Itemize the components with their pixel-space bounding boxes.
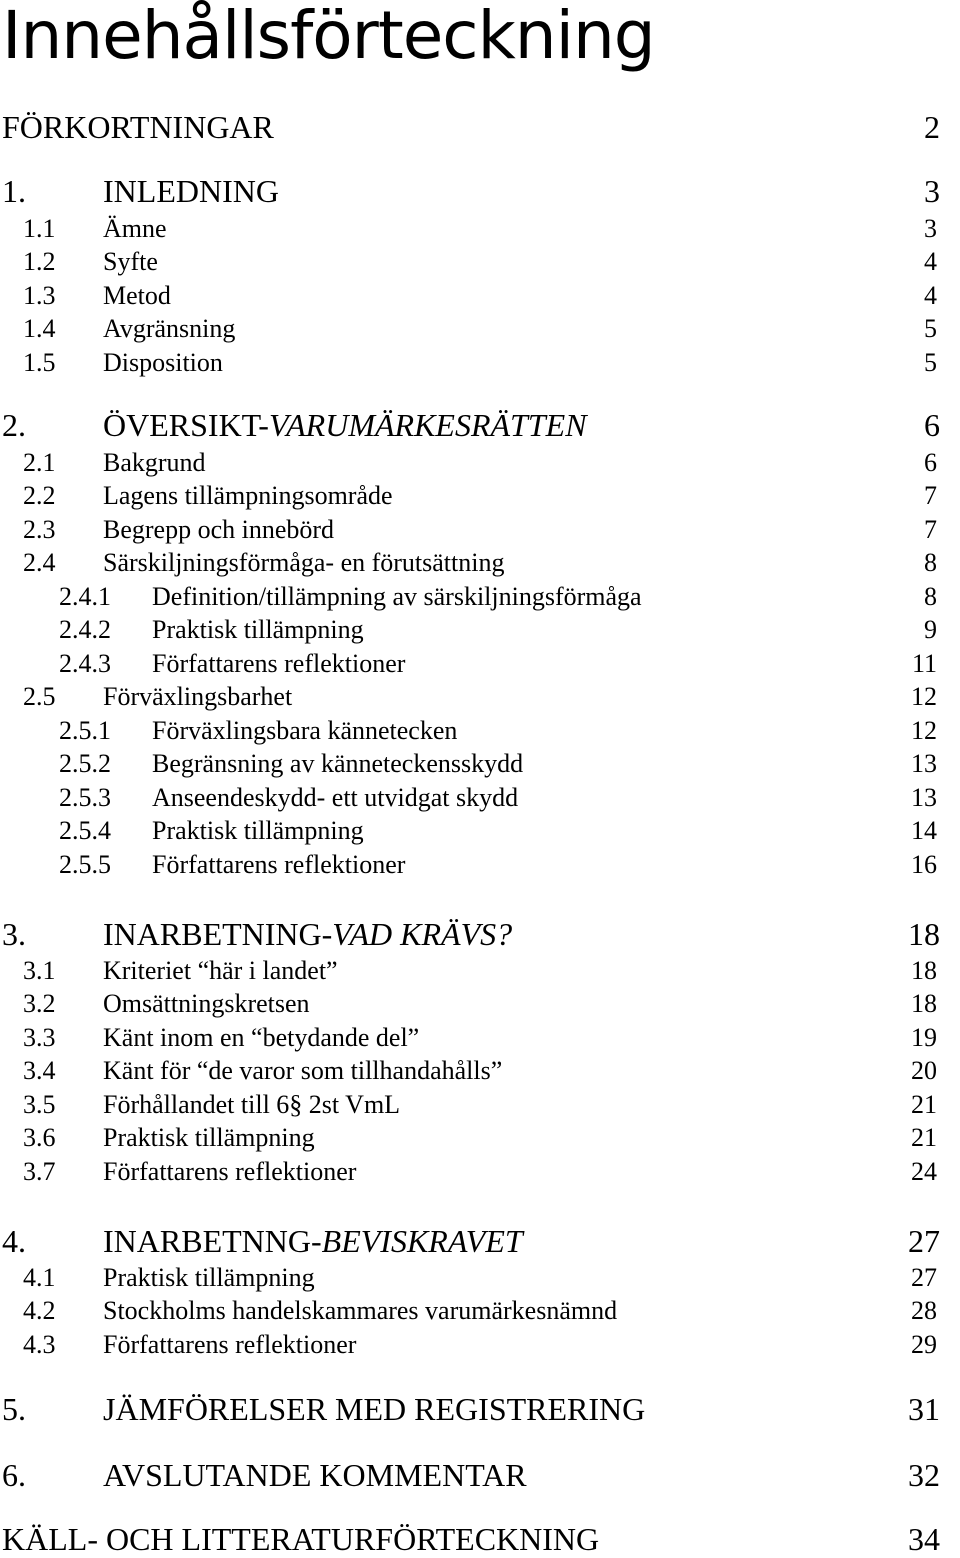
toc-page-number: 6 <box>924 448 937 477</box>
toc-page-number: 18 <box>911 989 937 1018</box>
toc-subsection-2-5-3[interactable] <box>0 781 960 813</box>
toc-section-2-1[interactable] <box>0 446 960 478</box>
toc-section-2-2[interactable] <box>0 479 960 511</box>
toc-chapter-title-part-b: BEVISKRAVET <box>321 1223 523 1259</box>
toc-section-title: Känt inom en “betydande del” <box>103 1023 420 1052</box>
toc-page-number: 4 <box>924 247 937 276</box>
toc-entry-sources[interactable] <box>0 1518 960 1558</box>
toc-section-title: Författarens reflektioner <box>103 1330 357 1359</box>
toc-section-number: 3.4 <box>23 1056 56 1085</box>
toc-section-number: 2.4.1 <box>59 582 111 611</box>
toc-section-title: Författarens reflektioner <box>103 1157 357 1186</box>
toc-section-1-2[interactable] <box>0 245 960 277</box>
toc-section-title: Förväxlingsbara kännetecken <box>152 716 458 745</box>
toc-section-4-1[interactable] <box>0 1261 960 1293</box>
toc-section-title: Särskiljningsförmåga- en förutsättning <box>103 548 505 577</box>
toc-section-3-3[interactable] <box>0 1021 960 1053</box>
toc-page-number: 19 <box>911 1023 937 1052</box>
toc-subsection-2-4-1[interactable] <box>0 580 960 612</box>
toc-section-number: 2.5.4 <box>59 816 111 845</box>
toc-chapter-2[interactable] <box>0 404 960 444</box>
toc-page-number: 31 <box>908 1391 940 1427</box>
toc-section-number: 2.4 <box>23 548 56 577</box>
toc-section-number: 2.3 <box>23 515 56 544</box>
toc-chapter-title <box>103 916 512 953</box>
toc-page-number: 2 <box>924 109 940 145</box>
toc-section-number: 3.1 <box>23 956 56 985</box>
toc-chapter-title: JÄMFÖRELSER MED REGISTRERING <box>103 1391 646 1427</box>
toc-chapter-title <box>103 1223 523 1260</box>
toc-subsection-2-5-4[interactable] <box>0 814 960 846</box>
toc-chapter-4[interactable] <box>0 1220 960 1260</box>
toc-page-number: 32 <box>908 1457 940 1493</box>
toc-section-number: 2.5.5 <box>59 850 111 879</box>
toc-page-number: 3 <box>924 173 940 209</box>
toc-subsection-2-4-3[interactable] <box>0 647 960 679</box>
toc-section-3-4[interactable] <box>0 1054 960 1086</box>
toc-section-title: Praktisk tillämpning <box>152 615 364 644</box>
toc-section-number: 3.6 <box>23 1123 56 1152</box>
toc-entry-text: KÄLL- OCH LITTERATURFÖRTECKNING <box>2 1521 600 1557</box>
toc-section-title: Förhållandet till 6§ 2st VmL <box>103 1090 401 1119</box>
toc-page-number: 13 <box>911 749 937 778</box>
toc-section-title: Praktisk tillämpning <box>152 816 364 845</box>
toc-chapter-number: 3. <box>2 916 26 952</box>
toc-section-number: 1.1 <box>23 214 56 243</box>
toc-page-number: 21 <box>911 1090 937 1119</box>
toc-chapter-title: INLEDNING <box>103 173 279 209</box>
toc-section-number: 2.4.2 <box>59 615 111 644</box>
toc-chapter-number: 1. <box>2 173 26 209</box>
toc-chapter-title-part-a: ÖVERSIKT- <box>103 407 269 443</box>
toc-chapter-title-part-a: INARBETNING- <box>103 916 333 952</box>
toc-page-number: 21 <box>911 1123 937 1152</box>
toc-subsection-2-5-1[interactable] <box>0 714 960 746</box>
toc-page-number: 8 <box>924 582 937 611</box>
toc-chapter-1[interactable] <box>0 170 960 210</box>
toc-section-title: Avgränsning <box>103 314 236 343</box>
toc-chapter-3[interactable] <box>0 913 960 953</box>
toc-section-1-3[interactable] <box>0 279 960 311</box>
toc-section-title: Kriteriet “här i landet” <box>103 956 338 985</box>
toc-section-number: 2.1 <box>23 448 56 477</box>
toc-chapter-number: 5. <box>2 1391 26 1427</box>
toc-section-number: 3.5 <box>23 1090 56 1119</box>
toc-section-title: Disposition <box>103 348 223 377</box>
toc-section-3-7[interactable] <box>0 1155 960 1187</box>
toc-section-2-5[interactable] <box>0 680 960 712</box>
toc-chapter-number: 4. <box>2 1223 26 1259</box>
toc-page-number: 7 <box>924 481 937 510</box>
toc-section-number: 4.1 <box>23 1263 56 1292</box>
toc-section-1-1[interactable] <box>0 212 960 244</box>
toc-subsection-2-5-2[interactable] <box>0 747 960 779</box>
toc-section-title: Ämne <box>103 214 167 243</box>
toc-page-number: 18 <box>911 956 937 985</box>
toc-section-2-3[interactable] <box>0 513 960 545</box>
toc-page-number: 34 <box>908 1521 940 1557</box>
toc-entry-abbreviations[interactable] <box>0 106 960 146</box>
toc-section-number: 1.4 <box>23 314 56 343</box>
toc-section-title: Bakgrund <box>103 448 206 477</box>
toc-chapter-6[interactable] <box>0 1454 960 1494</box>
toc-section-title: Praktisk tillämpning <box>103 1263 315 1292</box>
toc-section-title: Definition/tillämpning av särskiljningsförmåga <box>152 582 642 611</box>
toc-section-3-1[interactable] <box>0 954 960 986</box>
toc-page-number: 20 <box>911 1056 937 1085</box>
toc-section-number: 3.7 <box>23 1157 56 1186</box>
toc-section-2-4[interactable] <box>0 546 960 578</box>
toc-section-number: 1.3 <box>23 281 56 310</box>
toc-section-number: 4.3 <box>23 1330 56 1359</box>
toc-section-title: Begrepp och innebörd <box>103 515 335 544</box>
toc-entry-text: FÖRKORTNINGAR <box>2 109 274 145</box>
toc-page-number: 27 <box>908 1223 940 1259</box>
toc-chapter-title: AVSLUTANDE KOMMENTAR <box>103 1457 527 1493</box>
toc-page-number: 29 <box>911 1330 937 1359</box>
toc-page-number: 24 <box>911 1157 937 1186</box>
toc-section-title: Anseendeskydd- ett utvidgat skydd <box>152 783 519 812</box>
toc-section-number: 2.5 <box>23 682 56 711</box>
toc-section-number: 2.5.1 <box>59 716 111 745</box>
toc-section-number: 4.2 <box>23 1296 56 1325</box>
toc-page-number: 6 <box>924 407 940 443</box>
toc-section-number: 3.3 <box>23 1023 56 1052</box>
toc-section-number: 2.2 <box>23 481 56 510</box>
toc-chapter-5[interactable] <box>0 1388 960 1428</box>
toc-section-4-3[interactable] <box>0 1328 960 1360</box>
toc-chapter-title <box>103 407 587 444</box>
toc-section-3-5[interactable] <box>0 1088 960 1120</box>
toc-section-title: Syfte <box>103 247 158 276</box>
toc-chapter-number: 2. <box>2 407 26 443</box>
toc-section-title: Känt för “de varor som tillhandahålls” <box>103 1056 503 1085</box>
toc-section-title: Praktisk tillämpning <box>103 1123 315 1152</box>
toc-section-number: 2.4.3 <box>59 649 111 678</box>
toc-subsection-2-5-5[interactable] <box>0 848 960 880</box>
toc-page-number: 28 <box>911 1296 937 1325</box>
toc-section-number: 2.5.3 <box>59 783 111 812</box>
toc-section-title: Lagens tillämpningsområde <box>103 481 393 510</box>
toc-chapter-number: 6. <box>2 1457 26 1493</box>
toc-section-title: Begränsning av känneteckensskydd <box>152 749 524 778</box>
toc-page-number: 5 <box>924 348 937 377</box>
toc-page-number: 27 <box>911 1263 937 1292</box>
toc-section-3-2[interactable] <box>0 987 960 1019</box>
toc-section-4-2[interactable] <box>0 1294 960 1326</box>
toc-page-number: 18 <box>908 916 940 952</box>
toc-section-1-4[interactable] <box>0 312 960 344</box>
toc-section-title: Stockholms handelskammares varumärkesnämnd <box>103 1296 618 1325</box>
toc-title: Innehållsförteckning <box>2 0 655 74</box>
toc-page-number: 3 <box>924 214 937 243</box>
toc-page-number: 16 <box>911 850 937 879</box>
toc-page-number: 11 <box>911 649 937 678</box>
toc-section-title: Författarens reflektioner <box>152 850 406 879</box>
toc-page-number: 7 <box>924 515 937 544</box>
toc-page-number: 12 <box>911 682 937 711</box>
toc-chapter-title-part-b: VAD KRÄVS? <box>332 916 513 952</box>
toc-section-title: Förväxlingsbarhet <box>103 682 293 711</box>
toc-section-1-5[interactable] <box>0 346 960 378</box>
toc-chapter-title-part-a: INARBETNNG- <box>103 1223 322 1259</box>
toc-page-number: 9 <box>924 615 937 644</box>
toc-section-title: Metod <box>103 281 171 310</box>
toc-section-number: 1.2 <box>23 247 56 276</box>
toc-page-number: 5 <box>924 314 937 343</box>
toc-page-number: 14 <box>911 816 937 845</box>
toc-section-number: 1.5 <box>23 348 56 377</box>
toc-page-number: 12 <box>911 716 937 745</box>
toc-page-number: 13 <box>911 783 937 812</box>
toc-page-number: 4 <box>924 281 937 310</box>
toc-chapter-title-part-b: VARUMÄRKESRÄTTEN <box>268 407 587 443</box>
toc-subsection-2-4-2[interactable] <box>0 613 960 645</box>
toc-section-number: 2.5.2 <box>59 749 111 778</box>
toc-section-number: 3.2 <box>23 989 56 1018</box>
toc-page-number: 8 <box>924 548 937 577</box>
toc-section-3-6[interactable] <box>0 1121 960 1153</box>
toc-section-title: Författarens reflektioner <box>152 649 406 678</box>
toc-section-title: Omsättningskretsen <box>103 989 310 1018</box>
